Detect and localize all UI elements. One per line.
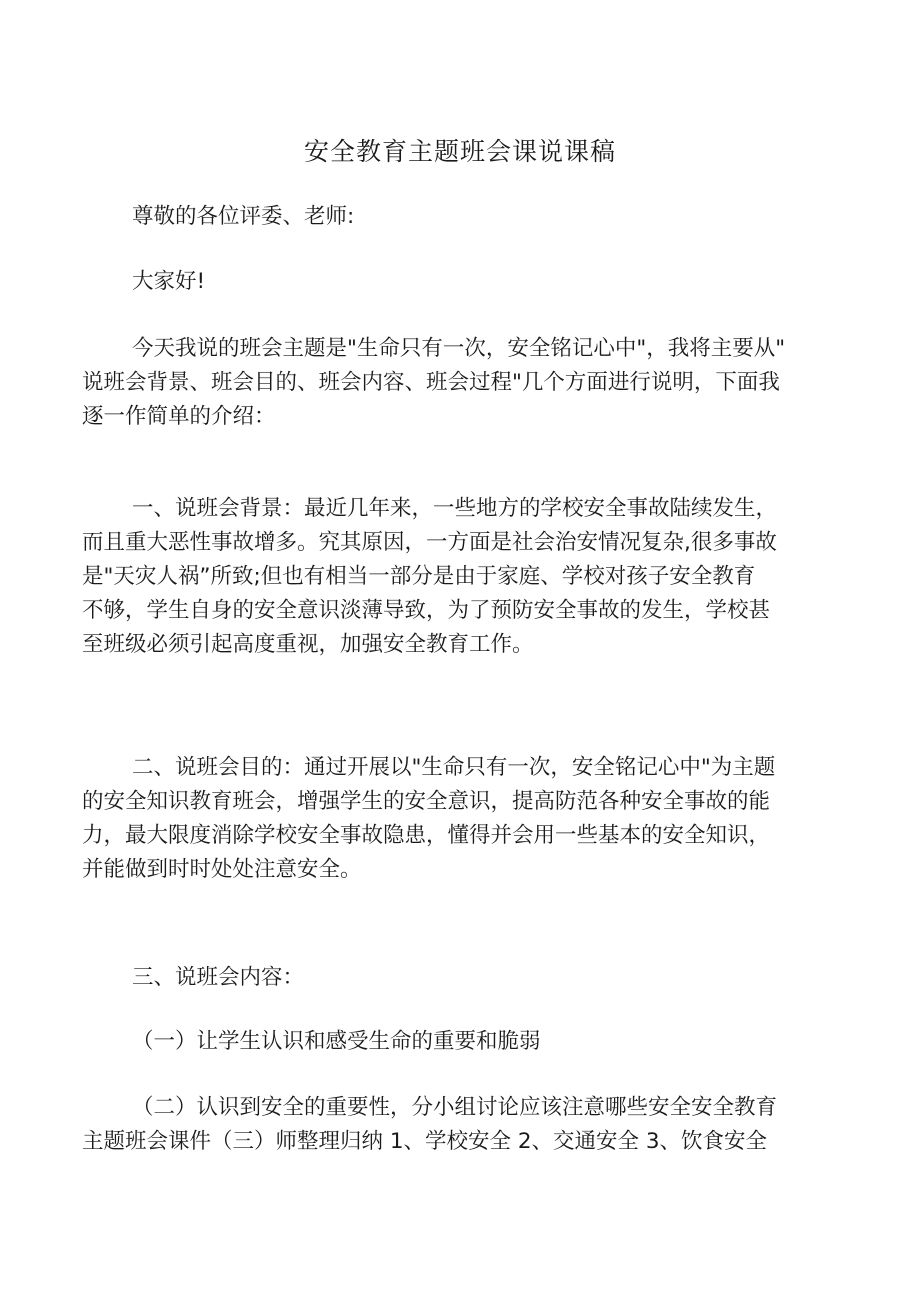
salutation [82,200,838,234]
purpose-line: 的安全知识教育班会，增强学生的安全意识，提高防范各种安全事故的能 [82,789,771,814]
content-item-two [82,1091,838,1159]
purpose-line: 并能做到时时处处注意安全。 [82,857,362,882]
item-one-line: （一）让学生认识和感受生命的重要和脆弱 [132,1029,541,1054]
intro-paragraph [82,332,838,434]
salutation-line: 尊敬的各位评委、老师: [132,204,355,229]
greeting-line: 大家好! [132,269,206,294]
purpose-line: 二、说班会目的：通过开展以"生命只有一次，安全铭记心中"为主题 [132,755,776,780]
intro-line: 说班会背景、班会目的、班会内容、班会过程"几个方面进行说明，下面我 [82,370,780,395]
intro-line: 今天我说的班会主题是"生命只有一次，安全铭记心中"，我将主要从" [132,336,786,361]
item-two-line: （二）认识到安全的重要性，分小组讨论应该注意哪些安全安全教育 [132,1095,778,1120]
background-line: 一、说班会背景：最近几年来，一些地方的学校安全事故陆续发生， [132,496,778,521]
document-title: 安全教育主题班会课说课稿 [303,137,616,166]
content-heading [82,961,838,995]
content-item-one [82,1025,838,1059]
content-heading-line: 三、说班会内容： [132,965,305,990]
background-line: 而且重大恶性事故增多。究其原因，一方面是社会治安情况复杂,很多事故 [82,530,777,555]
background-line: 是"天灾人祸”所致;但也有相当一部分是由于家庭、学校对孩子安全教育 [82,564,756,589]
purpose-line: 力，最大限度消除学校安全事故隐患，懂得并会用一些基本的安全知识， [82,823,771,848]
background-paragraph [82,492,838,662]
intro-line: 逐一作简单的介绍： [82,404,276,429]
purpose-paragraph [82,751,838,887]
greeting [82,265,838,299]
background-line: 不够，学生自身的安全意识淡薄导致，为了预防安全事故的发生，学校甚 [82,598,771,623]
item-two-line: 主题班会课件（三）师整理归纳 1、学校安全 2、交通安全 3、饮食安全 [82,1129,768,1154]
background-line: 至班级必须引起高度重视，加强安全教育工作。 [82,632,534,657]
